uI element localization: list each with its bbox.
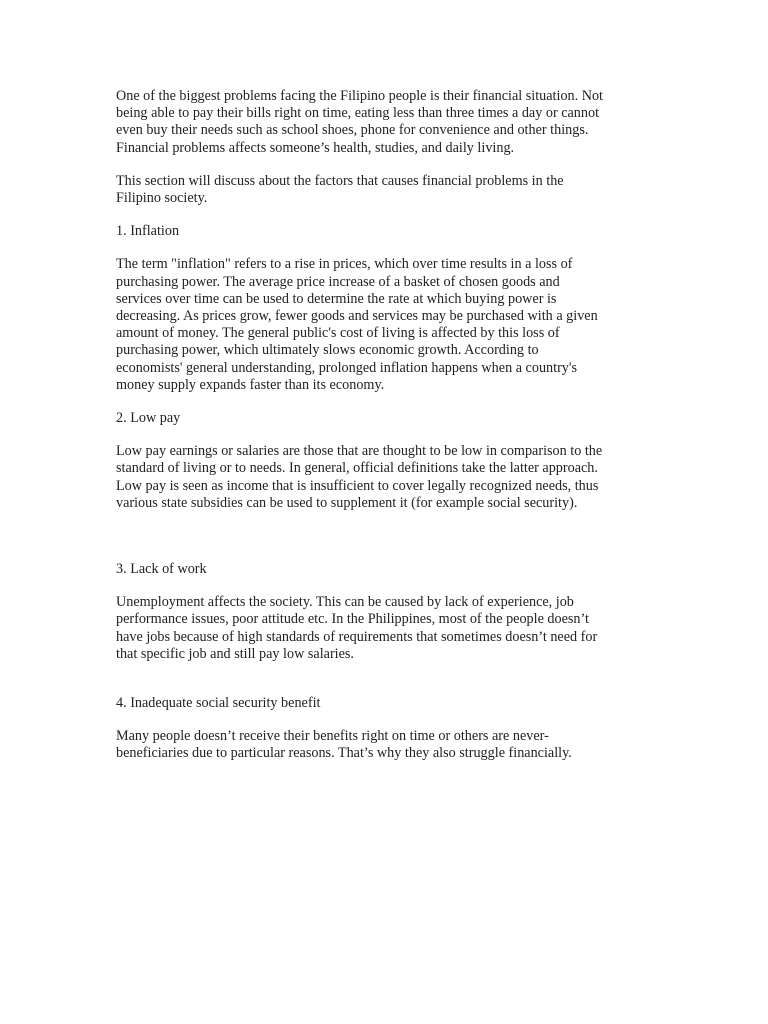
inflation-line: amount of money. The general public's cost of living is affected by this loss of (116, 325, 560, 342)
low-pay-line: various state subsidies can be used to supplement it (for example social security). (116, 494, 578, 511)
section-intro-line: Filipino society. (116, 190, 208, 207)
inflation-line: decreasing. As prices grow, fewer goods and services may be purchased with a given (116, 308, 598, 325)
intro-line: One of the biggest problems facing the Filipino people is their financial situation. Not (116, 88, 604, 104)
intro-line: being able to pay their bills right on time, eating less than three times a day or cannot (116, 105, 600, 122)
intro-line: Financial problems affects someone’s health, studies, and daily living. (116, 139, 515, 156)
social-security-line: beneficiaries due to particular reasons. That’s why they also struggle financially. (116, 745, 572, 762)
section-heading-inflation: 1. Inflation (116, 223, 180, 240)
section-heading-low-pay: 2. Low pay (116, 410, 181, 427)
inflation-line: The term "inflation" refers to a rise in prices, which over time results in a loss of (116, 256, 573, 273)
low-pay-line: standard of living or to needs. In general, official definitions take the latter approach. (116, 460, 598, 477)
intro-paragraph (116, 88, 652, 157)
lack-of-work-line: performance issues, poor attitude etc. In the Philippines, most of the people doesn’t (116, 611, 589, 628)
document-page (116, 88, 652, 763)
lack-of-work-line: that specific job and still pay low salaries. (116, 645, 354, 662)
low-pay-line: Low pay earnings or salaries are those that are thought to be low in comparison to the (116, 443, 603, 460)
social-security-paragraph (116, 728, 652, 762)
section-intro-line: This section will discuss about the factors that causes financial problems in the (116, 172, 564, 189)
lack-of-work-line: have jobs because of high standards of requirements that sometimes doesn’t need for (116, 628, 598, 645)
inflation-line: purchasing power, which ultimately slows economic growth. According to (116, 342, 539, 359)
lack-of-work-paragraph (116, 594, 652, 663)
intro-line: even buy their needs such as school shoes, phone for convenience and other things. (116, 122, 589, 139)
inflation-paragraph (116, 256, 652, 394)
section-heading-social-security: 4. Inadequate social security benefit (116, 695, 321, 712)
section-heading-lack-of-work: 3. Lack of work (116, 561, 207, 578)
inflation-line: money supply expands faster than its economy. (116, 376, 385, 393)
social-security-line: Many people doesn’t receive their benefits right on time or others are never- (116, 728, 549, 745)
section-intro-paragraph (116, 173, 652, 207)
low-pay-line: Low pay is seen as income that is insufficient to cover legally recognized needs, thus (116, 477, 599, 494)
inflation-line: purchasing power. The average price increase of a basket of chosen goods and (116, 273, 560, 290)
inflation-line: services over time can be used to determine the rate at which buying power is (116, 290, 557, 307)
lack-of-work-line: Unemployment affects the society. This can be caused by lack of experience, job (116, 594, 574, 611)
inflation-line: economists' general understanding, prolonged inflation happens when a country's (116, 359, 577, 376)
low-pay-paragraph (116, 443, 652, 512)
